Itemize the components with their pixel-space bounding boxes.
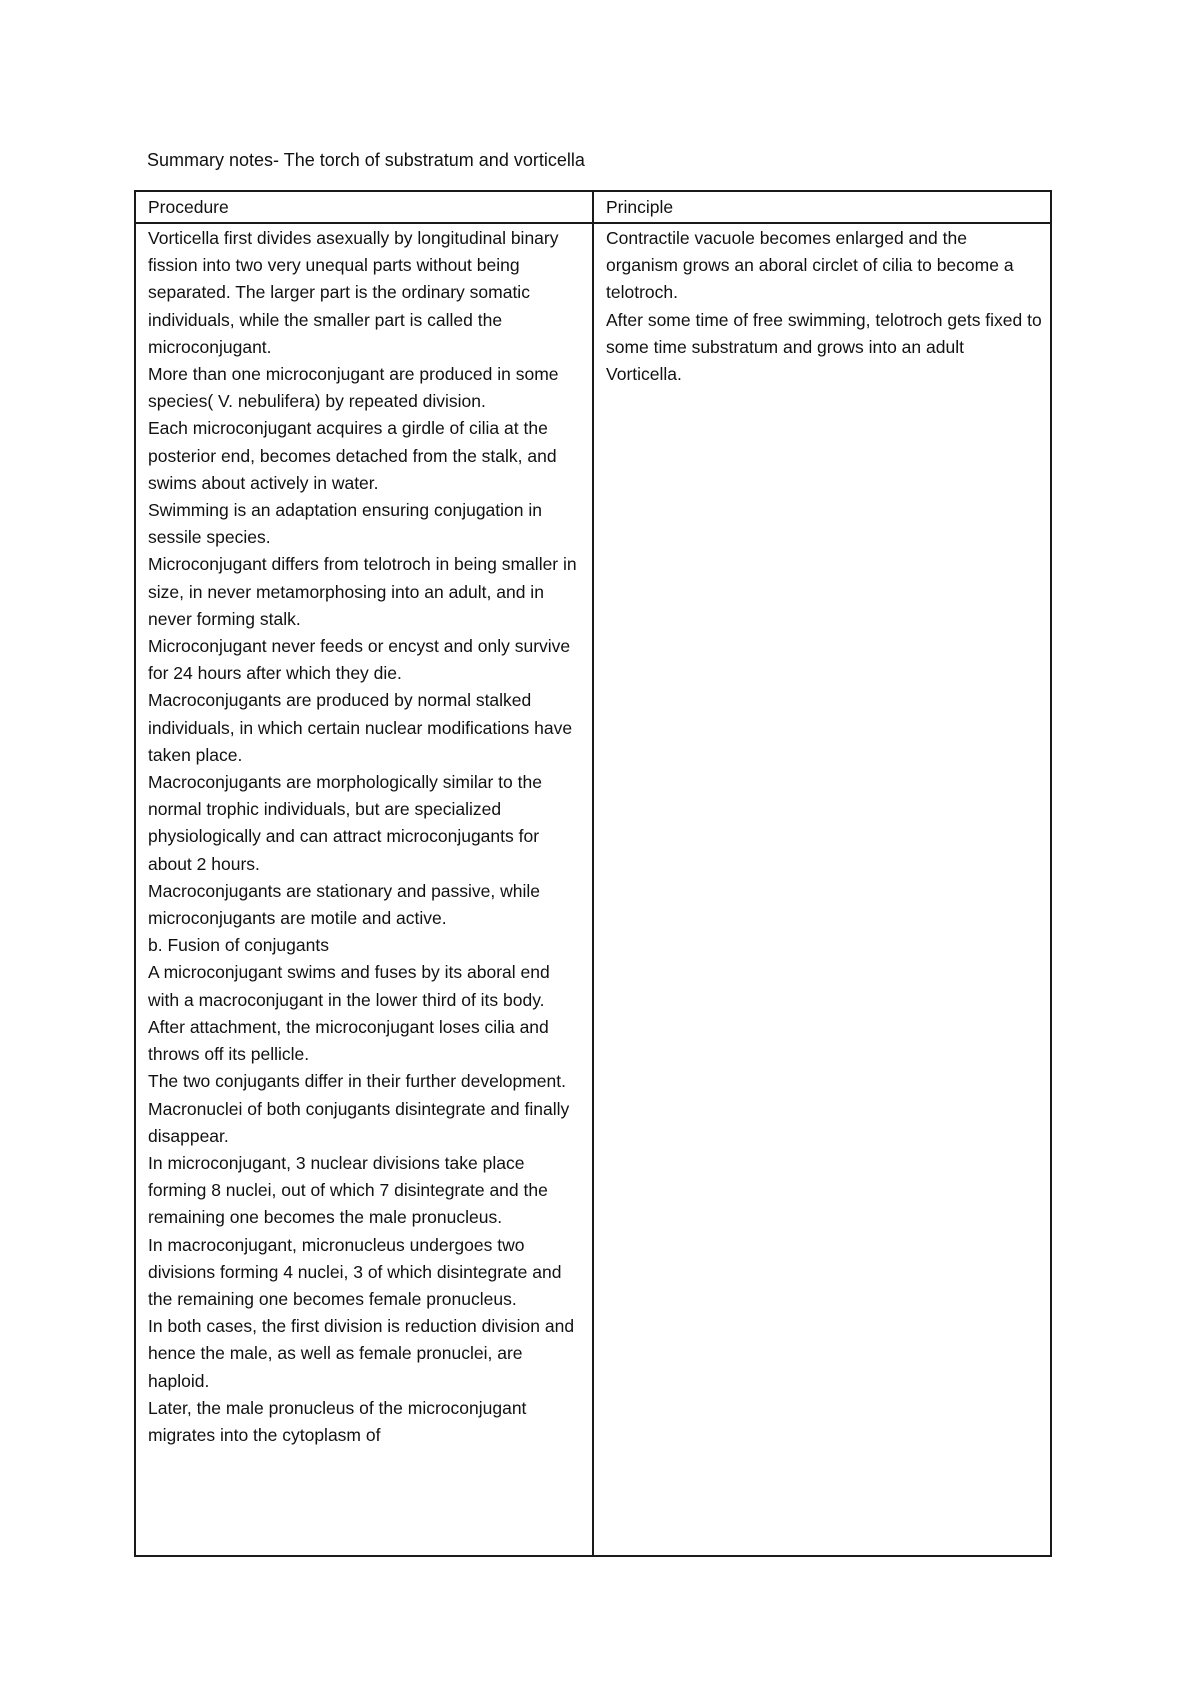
procedure-paragraph: Microconjugant differs from telotroch in being smaller in size, in never metamorphosing into an adult, and in never forming stalk.	[148, 554, 577, 629]
procedure-paragraph: In microconjugant, 3 nuclear divisions take place forming 8 nuclei, out of which 7 disintegrate and the remaining one becomes the male pronucleus.	[148, 1152, 548, 1228]
principle-paragraph: After some time of free swimming, telotroch gets fixed to some time substratum and grows into an adult Vorticella.	[606, 309, 1042, 385]
principle-paragraph: Contractile vacuole becomes enlarged and the organism grows an aboral circlet of cilia to become a telotroch.	[606, 228, 1014, 303]
procedure-paragraph: Macroconjugants are produced by normal stalked individuals, in which certain nuclear modifications have taken place.	[148, 690, 573, 765]
procedure-subheading: b. Fusion of conjugants	[148, 935, 329, 956]
procedure-paragraph: In macroconjugant, micronucleus undergoes two divisions forming 4 nuclei, 3 of which disintegrate and the remaining one becomes female pronucleus.	[148, 1234, 562, 1309]
document-title: Summary notes- The torch of substratum and vorticella	[147, 150, 585, 170]
principle-cell	[593, 223, 1051, 1556]
procedure-paragraph: Each microconjugant acquires a girdle of cilia at the posterior end, becomes detached from the stalk, and swims about actively in water.	[148, 418, 557, 493]
procedure-paragraph: Macroconjugants are stationary and passive, while microconjugants are motile and active.	[148, 880, 541, 929]
header-principle: Principle	[593, 191, 1051, 223]
table-body	[135, 223, 1051, 1556]
procedure-paragraph: In both cases, the first division is reduction division and hence the male, as well as female pronuclei, are haploid.	[148, 1316, 575, 1391]
procedure-paragraph: Macroconjugants are morphologically similar to the normal trophic individuals, but are specialized physiologically and can attract microconjugants for about 2 hours.	[148, 772, 542, 874]
procedure-cell	[135, 223, 593, 1556]
procedure-paragraph: Later, the male pronucleus of the microconjugant migrates into the cytoplasm of	[148, 1397, 527, 1445]
notes-table	[134, 190, 1052, 1557]
procedure-paragraph: Swimming is an adaptation ensuring conjugation in sessile species.	[148, 500, 542, 548]
procedure-paragraph: More than one microconjugant are produced in some species( V. nebulifera) by repeated division.	[148, 364, 559, 412]
table-header	[135, 191, 1051, 223]
table-row	[135, 223, 1051, 1556]
header-procedure: Procedure	[135, 191, 593, 223]
procedure-paragraph: The two conjugants differ in their further development. Macronuclei of both conjugants disintegrate and finally disappear.	[148, 1071, 570, 1146]
procedure-paragraph: A microconjugant swims and fuses by its aboral end with a macroconjugant in the lower third of its body.	[148, 962, 550, 1010]
procedure-paragraph: After attachment, the microconjugant loses cilia and throws off its pellicle.	[148, 1016, 549, 1065]
procedure-paragraph: Microconjugant never feeds or encyst and only survive for 24 hours after which they die.	[148, 636, 571, 684]
procedure-paragraph: Vorticella first divides asexually by longitudinal binary fission into two very unequal parts without being separated. The larger part is the ordinary somatic individuals, while the smaller part is called the microconjugant.	[148, 228, 559, 357]
table-header-row	[135, 191, 1051, 223]
